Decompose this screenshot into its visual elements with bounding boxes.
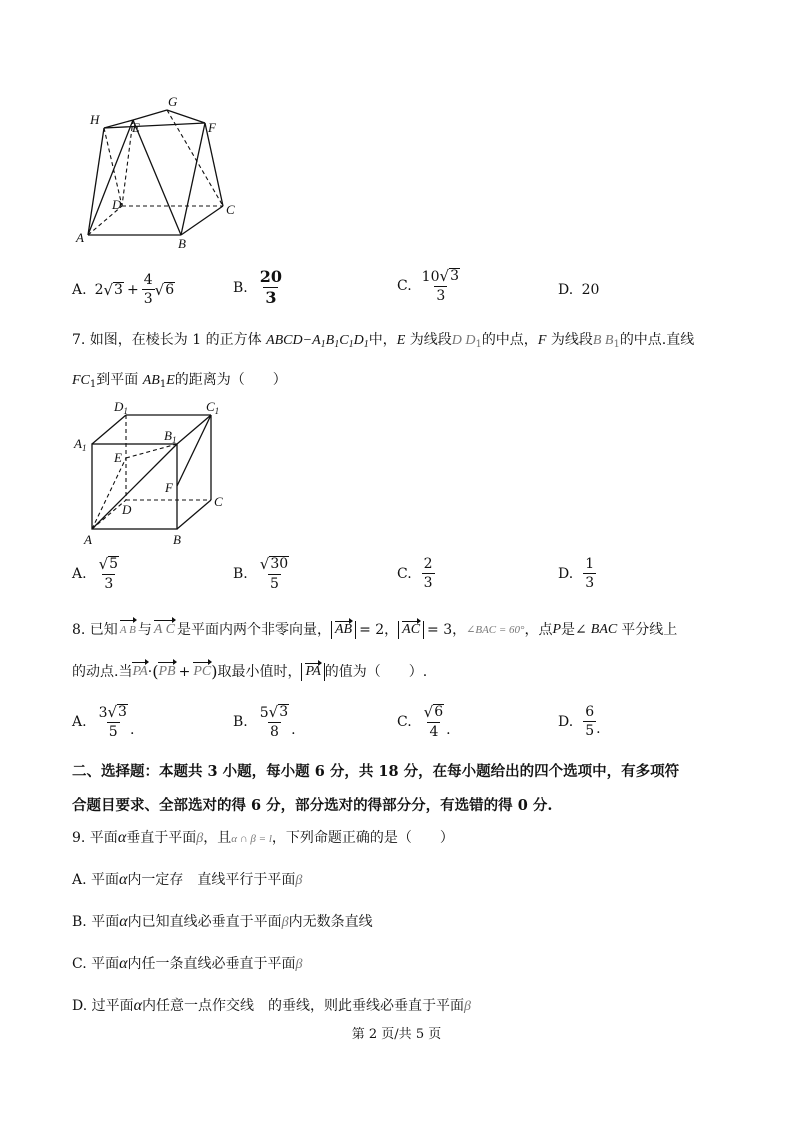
label-a: A	[76, 230, 84, 245]
q8-option-b: B. 5 √ 3 8 .	[233, 703, 296, 740]
label-f: F	[165, 480, 173, 495]
q9-option-d: D. 过平面α内任意一点作交线 的垂线，则此垂线必垂直于平面β	[72, 997, 472, 1014]
q7-stem-line1: 7. 如图，在棱长为 1 的正方体 $ABCD-A_1B_1C_1D_1$中，E 为线段D $D_1$的中点，F 为线段B $B_1$的中点.直线	[72, 332, 695, 350]
label-d: D	[122, 502, 132, 517]
label-b: B	[173, 532, 181, 547]
q7-option-d: D. $\frac{1}{3}$	[558, 556, 595, 591]
q6-option-b: B. $\frac{20}{3}$	[233, 267, 283, 307]
q8-option-a: A. 3 √ 3 5 .	[72, 703, 135, 740]
label-c: C	[226, 202, 235, 217]
label-a: A	[84, 532, 92, 547]
label-f: F	[208, 120, 216, 135]
label-b1: $B_1$	[164, 428, 177, 445]
q6-option-c: C. 10 √ 3 3	[397, 267, 459, 304]
q7-option-c: C. $\frac{2}{3}$	[397, 556, 433, 591]
section2-line1: 二、选择题：本题共 3 小题，每小题 6 分，共 18 分，在每小题给出的四个选项中，有多项符	[72, 763, 680, 780]
q7-option-a: A. √ 5 3	[72, 555, 119, 592]
q6-option-a: A. 2 √ 3 + $\frac{4}{3}$ √ 6	[72, 272, 175, 307]
q7-stem-line2: $FC_1$到平面 $AB_1E$的距离为（ ）	[72, 372, 287, 390]
label-c: C	[214, 494, 223, 509]
q7-cube-figure	[70, 398, 240, 550]
q8-option-c: C. √ 6 4 .	[397, 703, 451, 740]
q9-option-c: C. 平面α内任一条直线必垂直于平面β	[72, 955, 303, 972]
q6-option-d: D. 20	[558, 282, 600, 298]
q8-stem-line2: 的动点.当 PA · ( PB + PC ) 取最小值时， PA 的值为（ ）.	[72, 662, 428, 681]
q8-stem-line1: 8. 已知 A B 与 A C 是平面内两个非零向量， AB = 2 ， AC = 3 ， ∠BAC = 60° ，点 P 是∠ BAC 平分线上	[72, 622, 678, 638]
label-g: G	[168, 94, 178, 109]
q6-figure	[72, 90, 252, 250]
label-a1: $A_1$	[74, 436, 87, 453]
q9-option-a: A. 平面α内一定存 直线平行于平面β	[72, 871, 303, 888]
q9-option-b: B. 平面α内已知直线必垂直于平面β内无数条直线	[72, 913, 373, 930]
label-d1: $D_1$	[114, 399, 128, 416]
label-e: E	[132, 120, 140, 135]
q8-option-d: D. $\frac{6}{5}$ .	[558, 704, 601, 739]
section2-line2: 合题目要求、全部选对的得 6 分，部分选对的得部分分，有选错的得 0 分.	[72, 797, 553, 814]
q9-stem: 9. 平面α垂直于平面β，且α ∩ β = l，下列命题正确的是（ ）	[72, 829, 454, 846]
q7-option-b: B. √ 30 5	[233, 555, 289, 592]
label-h: H	[90, 112, 100, 127]
label-c1: $C_1$	[206, 399, 220, 416]
page-number: 第 2 页/共 5 页	[351, 1027, 442, 1042]
label-d: D	[112, 197, 122, 212]
label-b: B	[178, 236, 186, 250]
label-e: E	[114, 450, 122, 465]
